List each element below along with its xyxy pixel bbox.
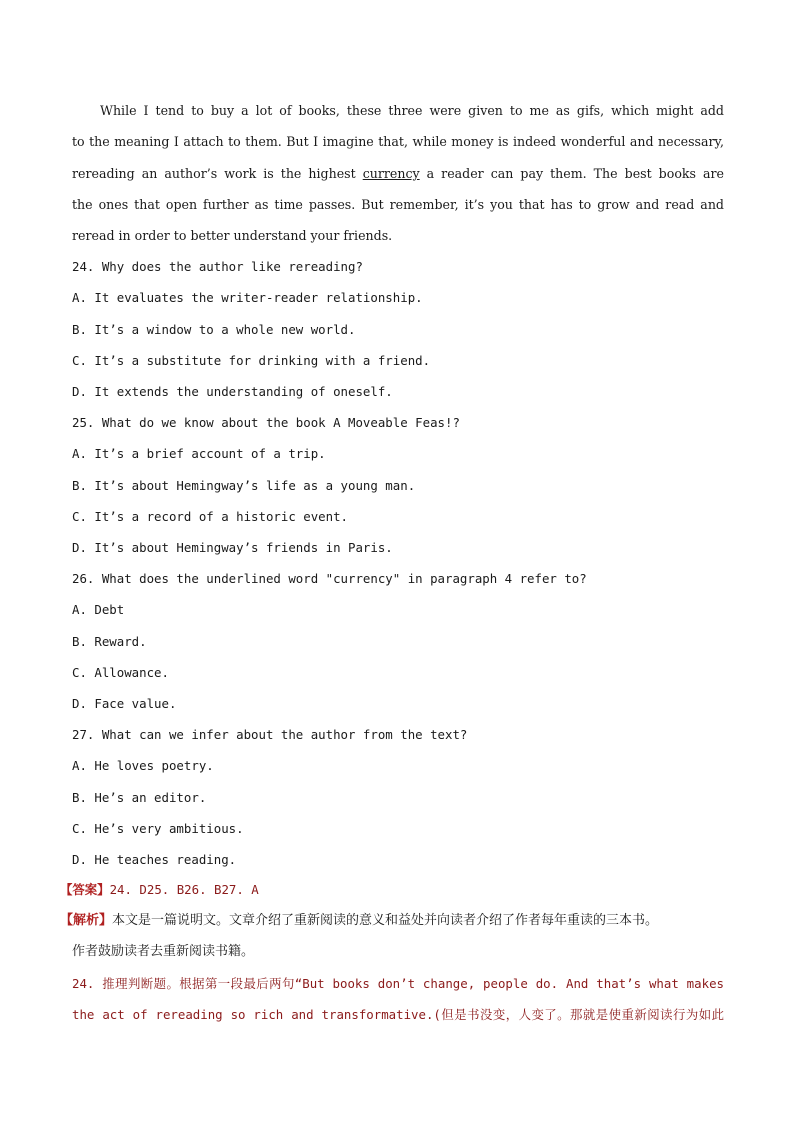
analysis-line-1 xyxy=(60,913,724,929)
question-26-option-b: B. Reward. xyxy=(72,634,147,649)
answer-tag: 【答案】 xyxy=(60,882,110,897)
question-24-option-b: B. It’s a window to a whole new world. xyxy=(72,322,356,337)
question-26-option-a: A. Debt xyxy=(72,602,125,617)
passage-line-1: While I tend to buy a lot of books, these three were given to me as gifs, which might add xyxy=(100,103,724,118)
question-25-option-c: C. It’s a record of a historic event. xyxy=(72,509,349,524)
question-26-stem: 26. What does the underlined word "currency" in paragraph 4 refer to? xyxy=(72,571,587,586)
passage-line-2: to the meaning I attach to them. But I imagine that, while money is indeed wonderful and necessary, xyxy=(72,134,724,149)
analysis-tag: 【解析】 xyxy=(60,913,113,928)
question-24-stem: 24. Why does the author like rereading? xyxy=(72,259,363,274)
passage-line-5: reread in order to better understand your friends. xyxy=(72,228,393,243)
analysis-text-1: 本文是一篇说明文。文章介绍了重新阅读的意义和益处并向读者介绍了作者每年重读的三本书。 xyxy=(112,913,659,928)
question-25-stem: 25. What do we know about the book A Moveable Feas!? xyxy=(72,415,460,430)
answer-line xyxy=(60,882,724,898)
question-24-option-a: A. It evaluates the writer-reader relationship. xyxy=(72,290,423,305)
analysis-q24-line-1: 24. 推理判断题。根据第一段最后两句“But books don’t change, people do. And that’s what makes xyxy=(72,976,724,991)
question-27-option-a: A. He loves poetry. xyxy=(72,758,214,773)
passage-line-3 xyxy=(72,166,724,182)
question-27-option-b: B. He’s an editor. xyxy=(72,790,207,805)
question-26-option-d: D. Face value. xyxy=(72,696,177,711)
passage-line-4: the ones that open further as time passes. But remember, it’s you that has to grow and read and xyxy=(72,197,724,212)
question-26-option-c: C. Allowance. xyxy=(72,665,169,680)
question-25-option-b: B. It’s about Hemingway’s life as a young man. xyxy=(72,478,416,493)
question-24-option-d: D. It extends the understanding of oneself. xyxy=(72,384,393,399)
analysis-q24-line-2: the act of rereading so rich and transformative.(但是书没变，人变了。那就是使重新阅读行为如此 xyxy=(72,1007,724,1022)
question-25-option-a: A. It’s a brief account of a trip. xyxy=(72,446,326,461)
answer-text: 24. D25. B26. B27. A xyxy=(109,882,259,897)
question-27-option-c: C. He’s very ambitious. xyxy=(72,821,244,836)
question-27-stem: 27. What can we infer about the author from the text? xyxy=(72,727,468,742)
passage-line-3-post: a reader can pay them. The best books are xyxy=(419,166,724,181)
underlined-word-currency: currency xyxy=(362,166,420,181)
passage-line-3-pre: rereading an author’s work is the highest xyxy=(72,166,363,181)
analysis-line-2: 作者鼓励读者去重新阅读书籍。 xyxy=(72,944,255,959)
question-24-option-c: C. It’s a substitute for drinking with a friend. xyxy=(72,353,431,368)
question-27-option-d: D. He teaches reading. xyxy=(72,852,237,867)
question-25-option-d: D. It’s about Hemingway’s friends in Paris. xyxy=(72,540,393,555)
